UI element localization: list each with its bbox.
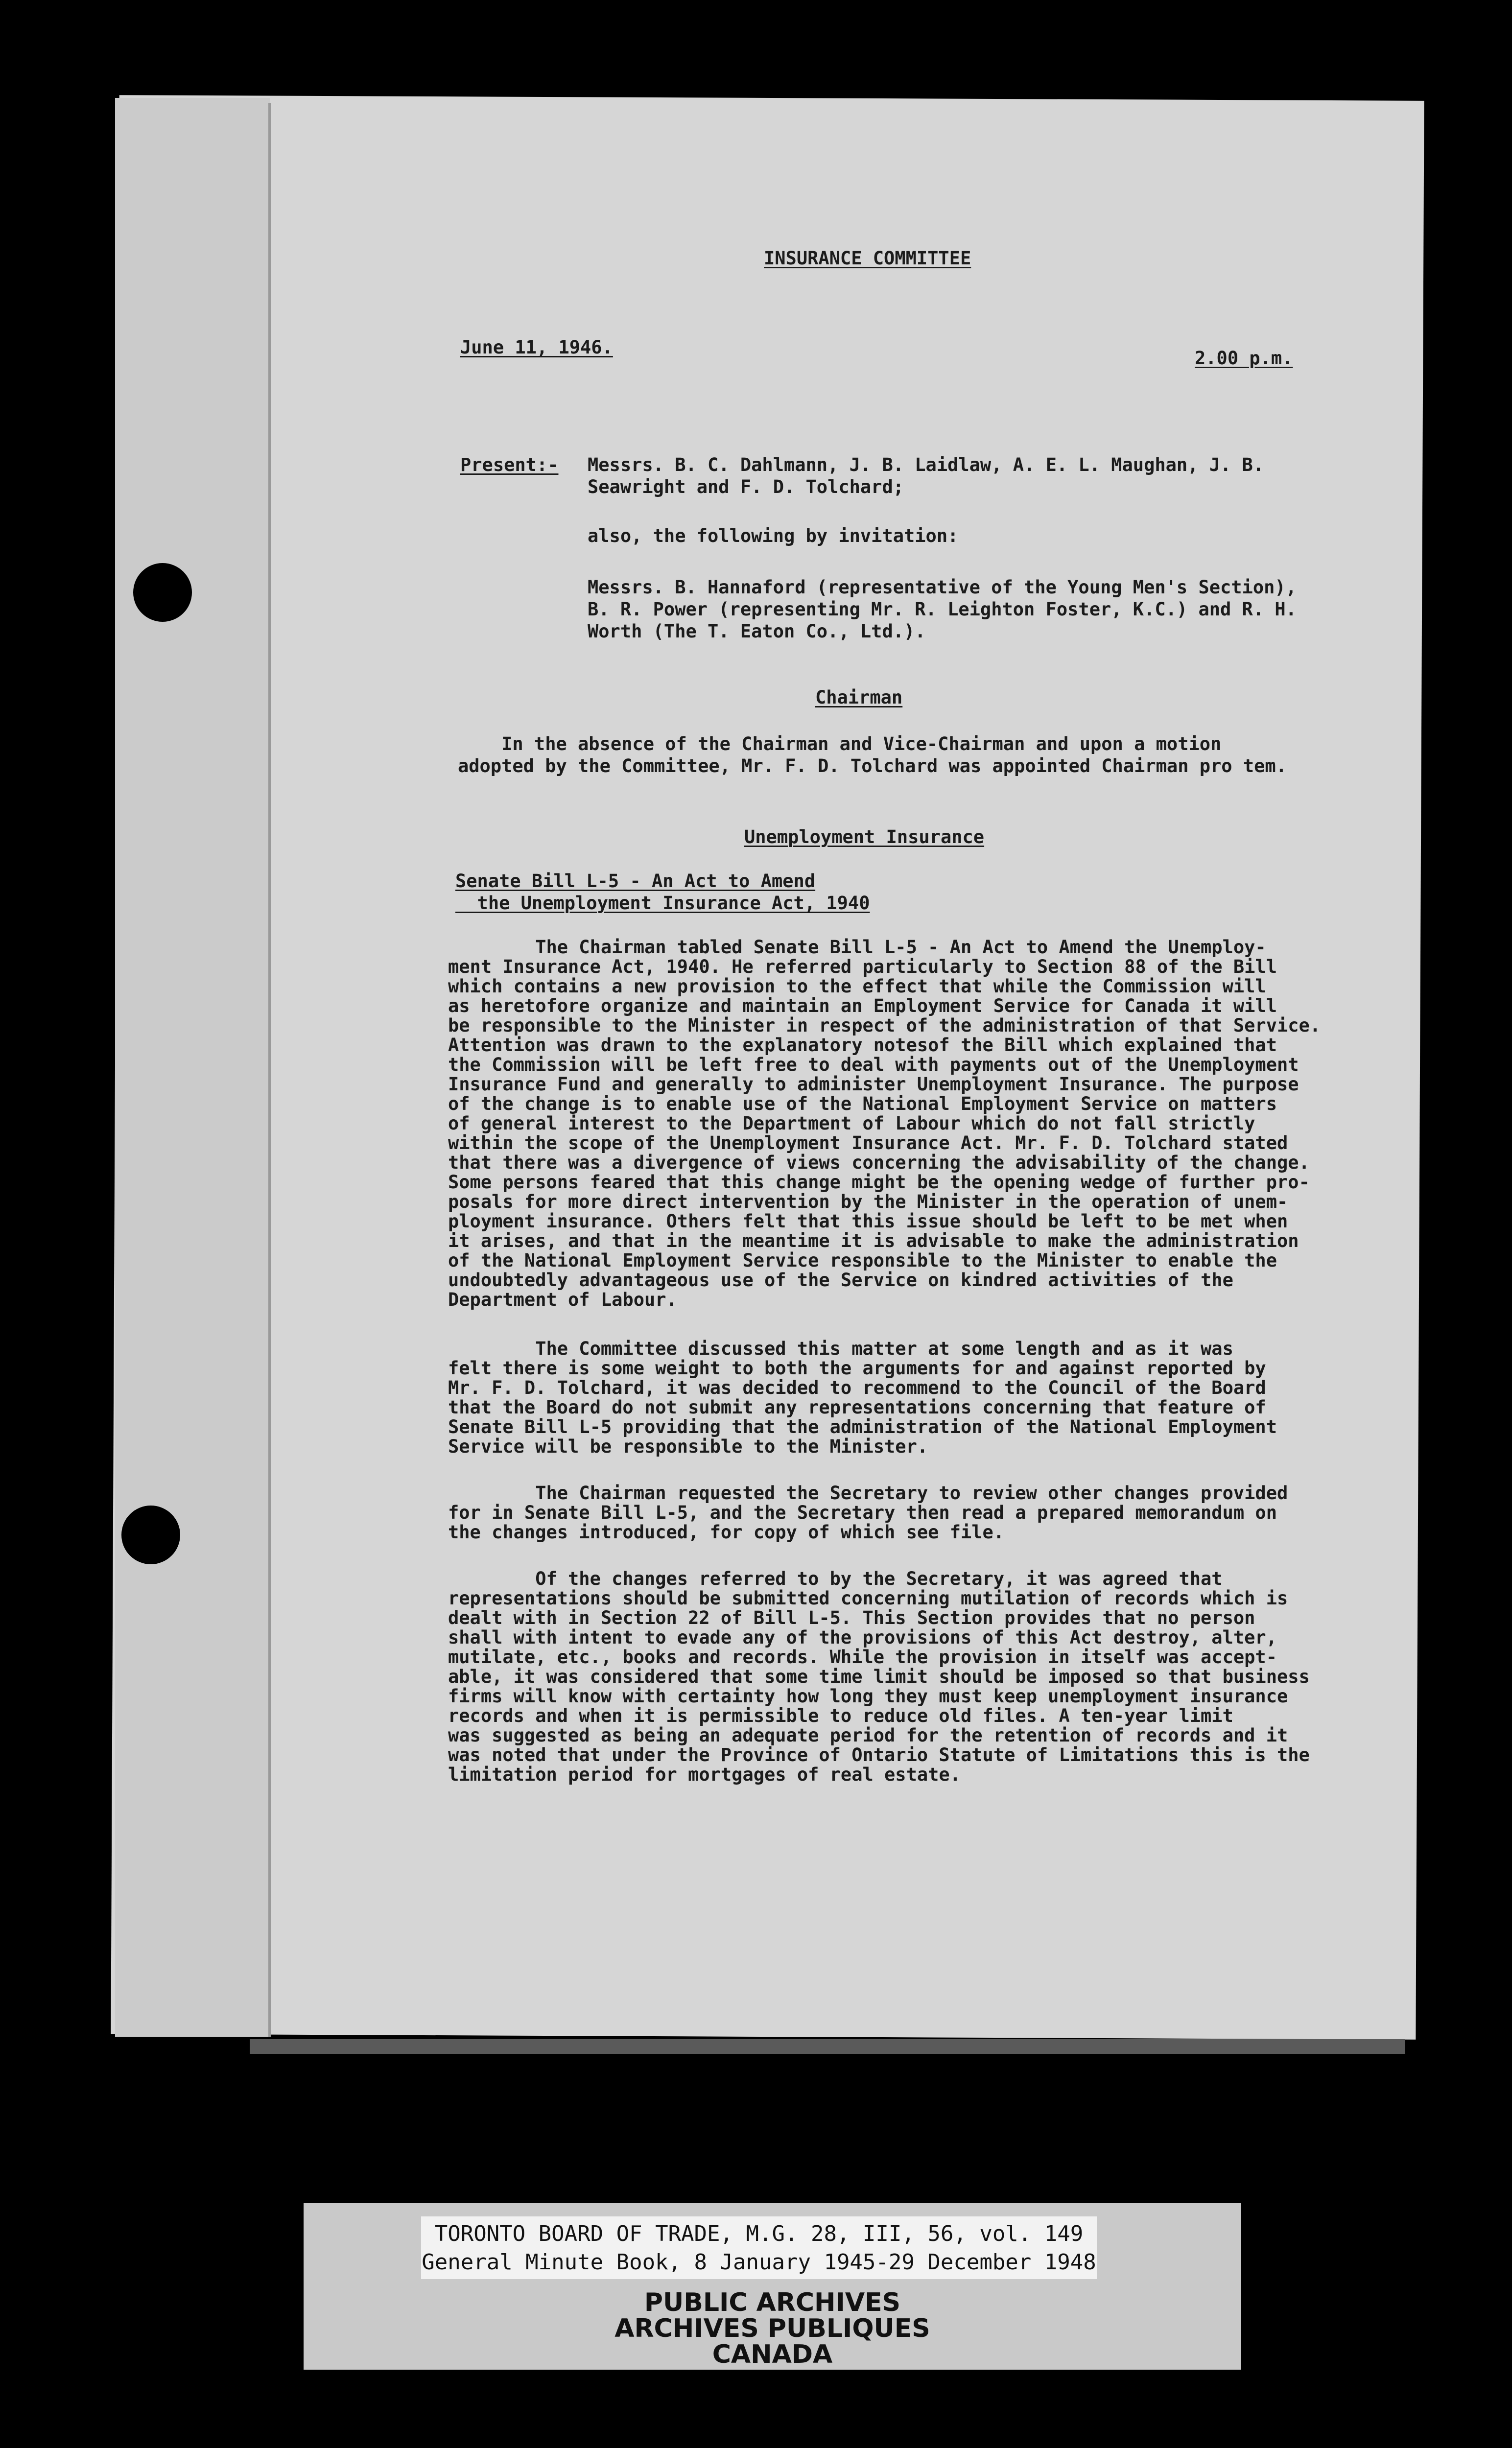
paragraph-line: Department of Labour. — [448, 1289, 677, 1310]
paragraph-line: that the Board do not submit any representations concerning that feature of — [448, 1397, 1266, 1418]
paragraph-line: within the scope of the Unemployment Insurance Act. Mr. F. D. Tolchard stated — [448, 1132, 1288, 1153]
meeting-date: June 11, 1946. — [460, 337, 613, 358]
page-bottom-edge — [250, 2039, 1405, 2054]
archive-institution-line: ARCHIVES PUBLIQUES — [614, 2314, 930, 2343]
archive-institution-line: CANADA — [712, 2340, 833, 2369]
bill-heading: the Unemployment Insurance Act, 1940 — [455, 893, 870, 914]
archive-reference-line: General Minute Book, 8 January 1945-29 December 1948 — [422, 2250, 1096, 2275]
chairman-line: In the absence of the Chairman and Vice-Chairman and upon a motion — [458, 733, 1222, 754]
meeting-time: 2.00 p.m. — [1195, 348, 1293, 369]
paragraph-line: Mr. F. D. Tolchard, it was decided to recommend to the Council of the Board — [448, 1377, 1266, 1398]
paragraph-line: shall with intent to evade any of the provisions of this Act destroy, alter, — [448, 1627, 1277, 1648]
paragraph-line: posals for more direct intervention by the Minister in the operation of unem- — [448, 1191, 1288, 1212]
paragraph-line: for in Senate Bill L-5, and the Secretary then read a prepared memorandum on — [448, 1502, 1277, 1523]
archive-institution-line: PUBLIC ARCHIVES — [644, 2288, 901, 2317]
paragraph-line: The Committee discussed this matter at some length and as it was — [448, 1338, 1233, 1359]
paragraph-line: it arises, and that in the meantime it is advisable to make the administration — [448, 1230, 1299, 1251]
paragraph-line: Insurance Fund and generally to administer Unemployment Insurance. The purpose — [448, 1074, 1299, 1095]
section-heading: Unemployment Insurance — [744, 826, 985, 847]
invitation-line: also, the following by invitation: — [588, 525, 959, 546]
paragraph-line: ployment insurance. Others felt that this issue should be left to be met when — [448, 1211, 1288, 1232]
paragraph-line: representations should be submitted concerning mutilation of records which is — [448, 1588, 1288, 1609]
present-line: Messrs. B. C. Dahlmann, J. B. Laidlaw, A. E. L. Maughan, J. B. — [588, 454, 1264, 475]
chairman-heading: Chairman — [815, 687, 903, 708]
paragraph-line: as heretofore organize and maintain an Employment Service for Canada it will — [448, 995, 1277, 1016]
paragraph-line: the changes introduced, for copy of which see file. — [448, 1522, 1005, 1543]
paragraph-line: limitation period for mortgages of real estate. — [448, 1764, 961, 1785]
punch-hole-bottom — [121, 1506, 180, 1564]
paragraph-line: was noted that under the Province of Ontario Statute of Limitations this is the — [448, 1744, 1310, 1765]
paragraph-line: The Chairman requested the Secretary to review other changes provided — [448, 1483, 1288, 1504]
present-label: Present:- — [460, 454, 559, 475]
paragraph-line: felt there is some weight to both the arguments for and against reported by — [448, 1358, 1266, 1379]
paragraph-line: Service will be responsible to the Minister. — [448, 1436, 928, 1457]
invited-line: Worth (The T. Eaton Co., Ltd.). — [588, 621, 926, 642]
document-heading: INSURANCE COMMITTEE — [764, 248, 971, 269]
paragraph-line: dealt with in Section 22 of Bill L-5. This Section provides that no person — [448, 1607, 1255, 1628]
paragraph-line: Of the changes referred to by the Secretary, it was agreed that — [448, 1568, 1223, 1589]
bill-heading: Senate Bill L-5 - An Act to Amend — [455, 871, 816, 892]
paragraph-line: ment Insurance Act, 1940. He referred particularly to Section 88 of the Bill — [448, 956, 1277, 977]
paragraph-line: Senate Bill L-5 providing that the administration of the National Employment — [448, 1416, 1277, 1437]
page-margin — [115, 98, 270, 2037]
paragraph-line: undoubtedly advantageous use of the Service on kindred activities of the — [448, 1270, 1233, 1291]
paragraph-line: records and when it is permissible to reduce old files. A ten-year limit — [448, 1705, 1233, 1726]
paragraph-line: of general interest to the Department of Labour which do not fall strictly — [448, 1113, 1255, 1134]
paragraph-line: Attention was drawn to the explanatory notesof the Bill which explained that — [448, 1035, 1277, 1056]
punch-hole-top — [133, 563, 192, 622]
paragraph-line: of the change is to enable use of the National Employment Service on matters — [448, 1093, 1277, 1114]
paragraph-line: which contains a new provision to the effect that while the Commission will — [448, 976, 1266, 997]
paragraph-line: the Commission will be left free to deal with payments out of the Unemployment — [448, 1054, 1299, 1075]
paragraph-line: be responsible to the Minister in respect of the administration of that Service. — [448, 1015, 1321, 1036]
paragraph-line: mutilate, etc., books and records. While the provision in itself was accept- — [448, 1647, 1277, 1668]
chairman-line: adopted by the Committee, Mr. F. D. Tolchard was appointed Chairman pro tem. — [458, 755, 1287, 777]
invited-line: Messrs. B. Hannaford (representative of the Young Men's Section), — [588, 577, 1297, 598]
paragraph-line: Some persons feared that this change might be the opening wedge of further pro- — [448, 1172, 1310, 1193]
paragraph-line: firms will know with certainty how long they must keep unemployment insurance — [448, 1686, 1288, 1707]
paragraph-line: The Chairman tabled Senate Bill L-5 - An Act to Amend the Unemploy- — [448, 937, 1266, 958]
archive-reference-line: TORONTO BOARD OF TRADE, M.G. 28, III, 56, vol. 149 — [434, 2221, 1084, 2246]
paragraph-line: that there was a divergence of views concerning the advisability of the change. — [448, 1152, 1310, 1173]
margin-rule — [268, 103, 271, 2037]
paragraph-line: was suggested as being an adequate period for the retention of records and it — [448, 1725, 1288, 1746]
paragraph-line: able, it was considered that some time limit should be imposed so that business — [448, 1666, 1310, 1687]
present-line: Seawright and F. D. Tolchard; — [588, 476, 904, 497]
invited-line: B. R. Power (representing Mr. R. Leighton Foster, K.C.) and R. H. — [588, 599, 1297, 620]
paragraph-line: of the National Employment Service responsible to the Minister to enable the — [448, 1250, 1277, 1271]
